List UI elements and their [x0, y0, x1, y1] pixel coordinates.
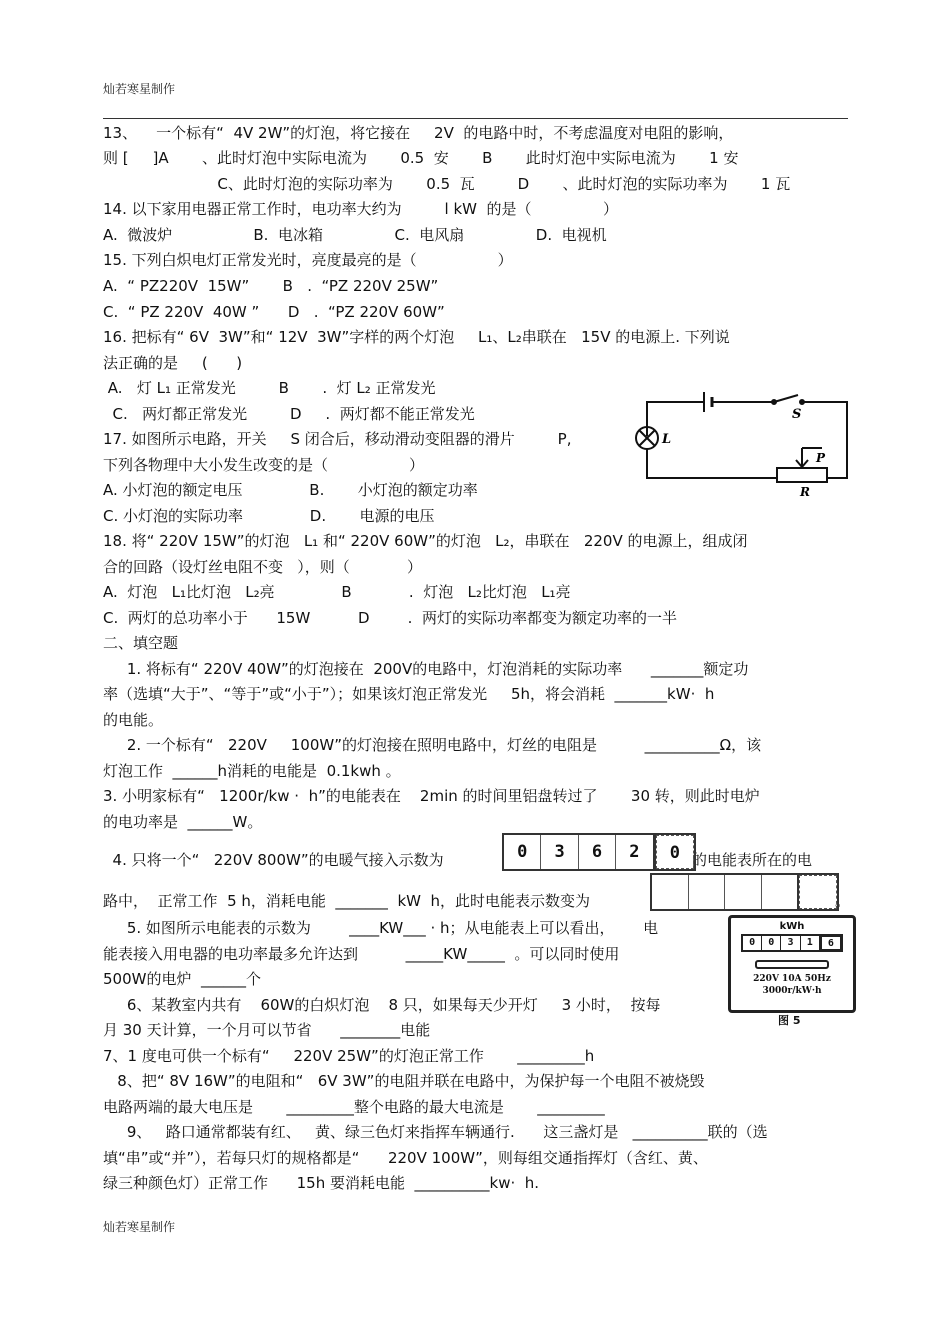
meter3-digit: 3	[781, 936, 800, 950]
text-line-q18c: A. 灯泡 L₁比灯泡 L₂亮 B . 灯泡 L₂比灯泡 L₁亮	[103, 583, 571, 601]
text-line-q18b: 合的回路（设灯丝电阻不变 ），则（ ）	[103, 558, 423, 576]
meter-reading-2	[650, 873, 839, 911]
text-line-f1c: 的电能。	[103, 711, 164, 729]
text-line-f9a: 9、 路口通常都装有红、 黄、绿三色灯来指挥车辆通行. 这三盏灯是 __________联的（选	[103, 1123, 768, 1141]
text-line-sec2: 二、填空题	[103, 634, 179, 652]
text-line-q16c: A. 灯 L₁ 正常发光 B . 灯 L₂ 正常发光	[103, 379, 436, 397]
meter3-digit: 6	[821, 936, 841, 950]
text-line-f9c: 绿三种颜色灯）正常工作 15h 要消耗电能 __________kw· h.	[103, 1174, 540, 1192]
text-line-f1a: 1. 将标有“ 220V 40W”的灯泡接在 200V的电路中，灯泡消耗的实际功率 _______额定功	[103, 660, 749, 678]
text-line-f4a2: 的电能表所在的电	[692, 851, 813, 869]
text-line-f7: 7、1 度电可供一个标有“ 220V 25W”的灯泡正常工作 _________h	[103, 1047, 595, 1065]
meter2-digit	[652, 875, 689, 909]
text-line-f2b: 灯泡工作 ______h消耗的电能是 0.1kwh 。	[103, 762, 401, 780]
text-line-q15b: C. “ PZ 220V 40W ” D . “PZ 220V 60W”	[103, 303, 445, 321]
text-line-f5a: 5. 如图所示电能表的示数为 ____KW___ · h；从电能表上可以看出， 电	[103, 919, 659, 937]
meter1-digit: 3	[541, 835, 578, 869]
text-line-q17a: 17. 如图所示电路，开关 S 闭合后，移动滑动变阻器的滑片 P,	[103, 430, 572, 448]
text-line-f5b: 能表接入用电器的电功率最多允许达到 _____KW_____ 。可以同时使用	[103, 945, 620, 963]
text-line-f8a: 8、把“ 8V 16W”的电阻和“ 6V 3W”的电阻并联在电路中，为保护每一个电阻不被烧毁	[103, 1072, 705, 1090]
text-line-f5c: 500W的电炉 ______个	[103, 970, 261, 988]
text-line-q14o: A. 微波炉 B. 电冰箱 C. 电风扇 D. 电视机	[103, 226, 607, 244]
meter2-digit	[725, 875, 762, 909]
meter3-digit: 0	[743, 936, 762, 950]
meter-reading-1	[502, 833, 696, 871]
meter2-digit	[799, 875, 837, 909]
text-line-q16b: 法正确的是 ( )	[103, 354, 243, 372]
meter-spec: 220V 10A 50Hz	[753, 974, 831, 984]
text-line-f4b2: 。	[835, 892, 851, 910]
meter1-digit: 0	[656, 835, 694, 869]
text-line-f6a: 6、某教室内共有 60W的白炽灯泡 8 只，如果每天少开灯 3 小时， 按每	[103, 996, 661, 1014]
rheostat-label: R	[800, 485, 810, 498]
text-line-q17c: A. 小灯泡的额定电压 B. 小灯泡的额定功率	[103, 481, 478, 499]
text-line-q17b: 下列各物理中大小发生改变的是（ ）	[103, 456, 425, 474]
page-footer: 灿若寒星制作	[103, 1220, 176, 1234]
meter-disc	[755, 960, 829, 969]
page-header: 灿若寒星制作	[103, 82, 176, 96]
text-line-f4a: 4. 只将一个“ 220V 800W”的电暖气接入示数为	[103, 851, 444, 869]
text-line-q17d: C. 小灯泡的实际功率 D. 电源的电压	[103, 507, 435, 525]
text-line-f9b: 填“串”或“并”），若每只灯的规格都是“ 220V 100W”，则每组交通指挥灯（含红、黄、	[103, 1149, 708, 1167]
meter1-digit: 0	[504, 835, 541, 869]
meter2-digit	[689, 875, 726, 909]
text-line-q13a: 13、 一个标有“ 4V 2W”的灯泡，将它接在 2V 的电路中时，不考虑温度对电阻的影响，	[103, 124, 734, 142]
figure-caption: 图 5	[778, 1014, 801, 1027]
text-line-f2a: 2. 一个标有“ 220V 100W”的灯泡接在照明电路中，灯丝的电阻是 __________Ω，该	[103, 736, 762, 754]
meter2-digit	[762, 875, 800, 909]
meter1-digit: 6	[579, 835, 616, 869]
slider-label: P	[816, 451, 826, 465]
text-line-q16d: C. 两灯都正常发光 D . 两灯都不能正常发光	[103, 405, 475, 423]
lamp-label: L	[662, 432, 672, 447]
text-line-f3a: 3. 小明家标有“ 1200r/kw · h”的电能表在 2min 的时间里铝盘转过了 30 转，则此时电炉	[103, 787, 760, 805]
header-rule	[103, 118, 848, 119]
meter-digit-window	[741, 934, 843, 952]
circuit-diagram	[622, 388, 852, 498]
text-line-q15a: A. “ PZ220V 15W” B . “PZ 220V 25W”	[103, 277, 439, 295]
meter1-digit: 2	[616, 835, 655, 869]
electric-meter-figure	[728, 915, 856, 1013]
text-line-f8b: 电路两端的最大电压是 _________整个电路的最大电流是 _________	[103, 1098, 605, 1116]
text-line-f3b: 的电功率是 ______W。	[103, 813, 263, 831]
meter3-digit: 0	[762, 936, 781, 950]
text-line-q14: 14. 以下家用电器正常工作时，电功率大约为 l kW 的是（ ）	[103, 200, 619, 218]
text-line-f6b: 月 30 天计算，一个月可以节省 ________电能	[103, 1021, 431, 1039]
text-line-q13b: 则 [ ]A 、此时灯泡中实际电流为 0.5 安 B 此时灯泡中实际电流为 1 安	[103, 149, 739, 167]
text-line-q15: 15. 下列白炽电灯正常发光时，亮度最亮的是（ ）	[103, 251, 513, 269]
text-line-q13c: C、此时灯泡的实际功率为 0.5 瓦 D 、此时灯泡的实际功率为 1 瓦	[103, 175, 791, 193]
text-line-f4b: 路中， 正常工作 5 h，消耗电能 _______ kW h，此时电能表示数变为	[103, 892, 591, 910]
text-line-q16a: 16. 把标有“ 6V 3W”和“ 12V 3W”字样的两个灯泡 L₁、L₂串联在 15V 的电源上. 下列说	[103, 328, 730, 346]
text-line-f1b: 率（选填“大于”、“等于”或“小于”）；如果该灯泡正常发光 5h，将会消耗 _______kW· h	[103, 685, 715, 703]
meter-constant: 3000r/kW·h	[762, 986, 822, 996]
meter-unit: kWh	[779, 921, 805, 932]
meter3-digit: 1	[801, 936, 821, 950]
text-line-q18a: 18. 将“ 220V 15W”的灯泡 L₁ 和“ 220V 60W”的灯泡 L₂，串联在 220V 的电源上，组成闭	[103, 532, 748, 550]
switch-label: S	[792, 407, 802, 422]
text-line-q18d: C. 两灯的总功率小于 15W D . 两灯的实际功率都变为额定功率的一半	[103, 609, 677, 627]
